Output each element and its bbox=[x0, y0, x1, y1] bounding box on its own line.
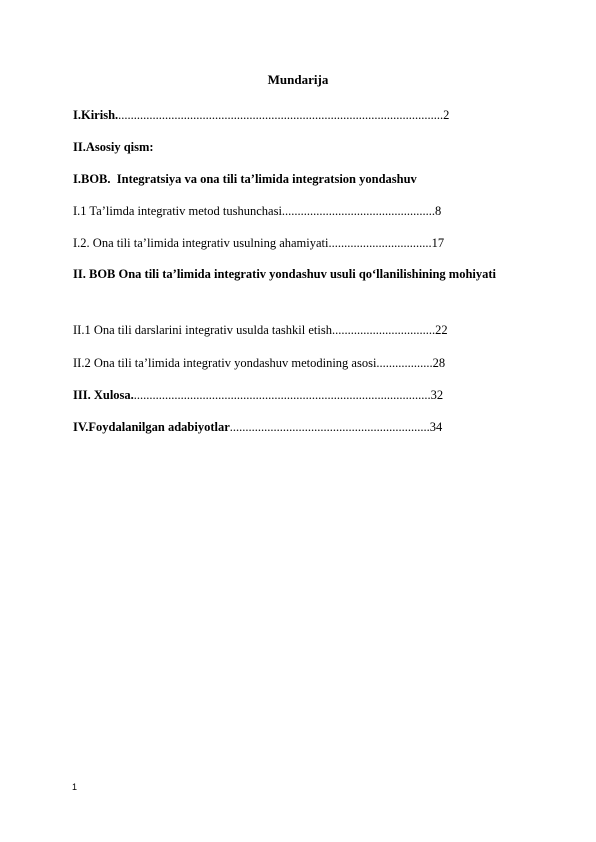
toc-entry-label: II.Asosiy qism: bbox=[73, 140, 154, 154]
toc-page-number: 32 bbox=[430, 388, 444, 402]
toc-entry-label: I.2. Ona tili ta’limida integrativ usulning ahamiyati bbox=[73, 236, 329, 250]
toc-page-number: 28 bbox=[432, 356, 446, 370]
toc-dot-leader: ............................................................................................... bbox=[133, 388, 431, 402]
toc-entry-label: II. BOB Ona tili ta’limida integrativ yondashuv usuli qo‘llanilishining mohiyati bbox=[73, 267, 497, 281]
toc-page-number: 17 bbox=[431, 236, 445, 250]
toc-entry-label: I.Kirish. bbox=[73, 108, 119, 122]
toc-heading-asosiy-qism bbox=[73, 139, 154, 155]
toc-heading-bob-1 bbox=[73, 171, 417, 187]
toc-entry-2-1 bbox=[73, 322, 448, 338]
toc-entry-1-2 bbox=[73, 235, 444, 251]
toc-entry-2-2 bbox=[73, 355, 445, 371]
toc-page-number: 8 bbox=[435, 204, 442, 218]
toc-entry-adabiyotlar bbox=[73, 419, 442, 435]
toc-dot-leader: ........................................................................................................ bbox=[118, 108, 444, 122]
toc-dot-leader: ................................. bbox=[328, 236, 432, 250]
toc-entry-label: I.BOB. Integratsiya va ona tili ta’limida integratsion yondashuv bbox=[73, 172, 417, 186]
toc-entry-label: II.2 Ona tili ta’limida integrativ yondashuv metodining asosi bbox=[73, 356, 377, 370]
toc-entry-label: IV.Foydalanilgan adabiyotlar bbox=[73, 420, 230, 434]
toc-entry-kirish bbox=[73, 107, 449, 123]
toc-entry-label: I.1 Ta’limda integrativ metod tushunchasi bbox=[73, 204, 282, 218]
toc-entry-label: III. Xulosa. bbox=[73, 388, 134, 402]
toc-entry-xulosa bbox=[73, 387, 443, 403]
toc-page-number: 2 bbox=[443, 108, 450, 122]
toc-entry-label: II.1 Ona tili darslarini integrativ usulda tashkil etish bbox=[73, 323, 332, 337]
page-title: Mundarija bbox=[267, 72, 329, 87]
toc-page-number: 34 bbox=[429, 420, 443, 434]
toc-heading-bob-2 bbox=[73, 262, 513, 286]
toc-page-number: 22 bbox=[435, 323, 448, 337]
toc-dot-leader: ................................................. bbox=[281, 204, 436, 218]
toc-entry-1-1 bbox=[73, 203, 441, 219]
toc-dot-leader: ................................. bbox=[331, 323, 436, 337]
footer-page-number: 1 bbox=[72, 782, 78, 792]
toc-dot-leader: .................. bbox=[376, 356, 433, 370]
toc-dot-leader: ................................................................ bbox=[229, 420, 430, 434]
